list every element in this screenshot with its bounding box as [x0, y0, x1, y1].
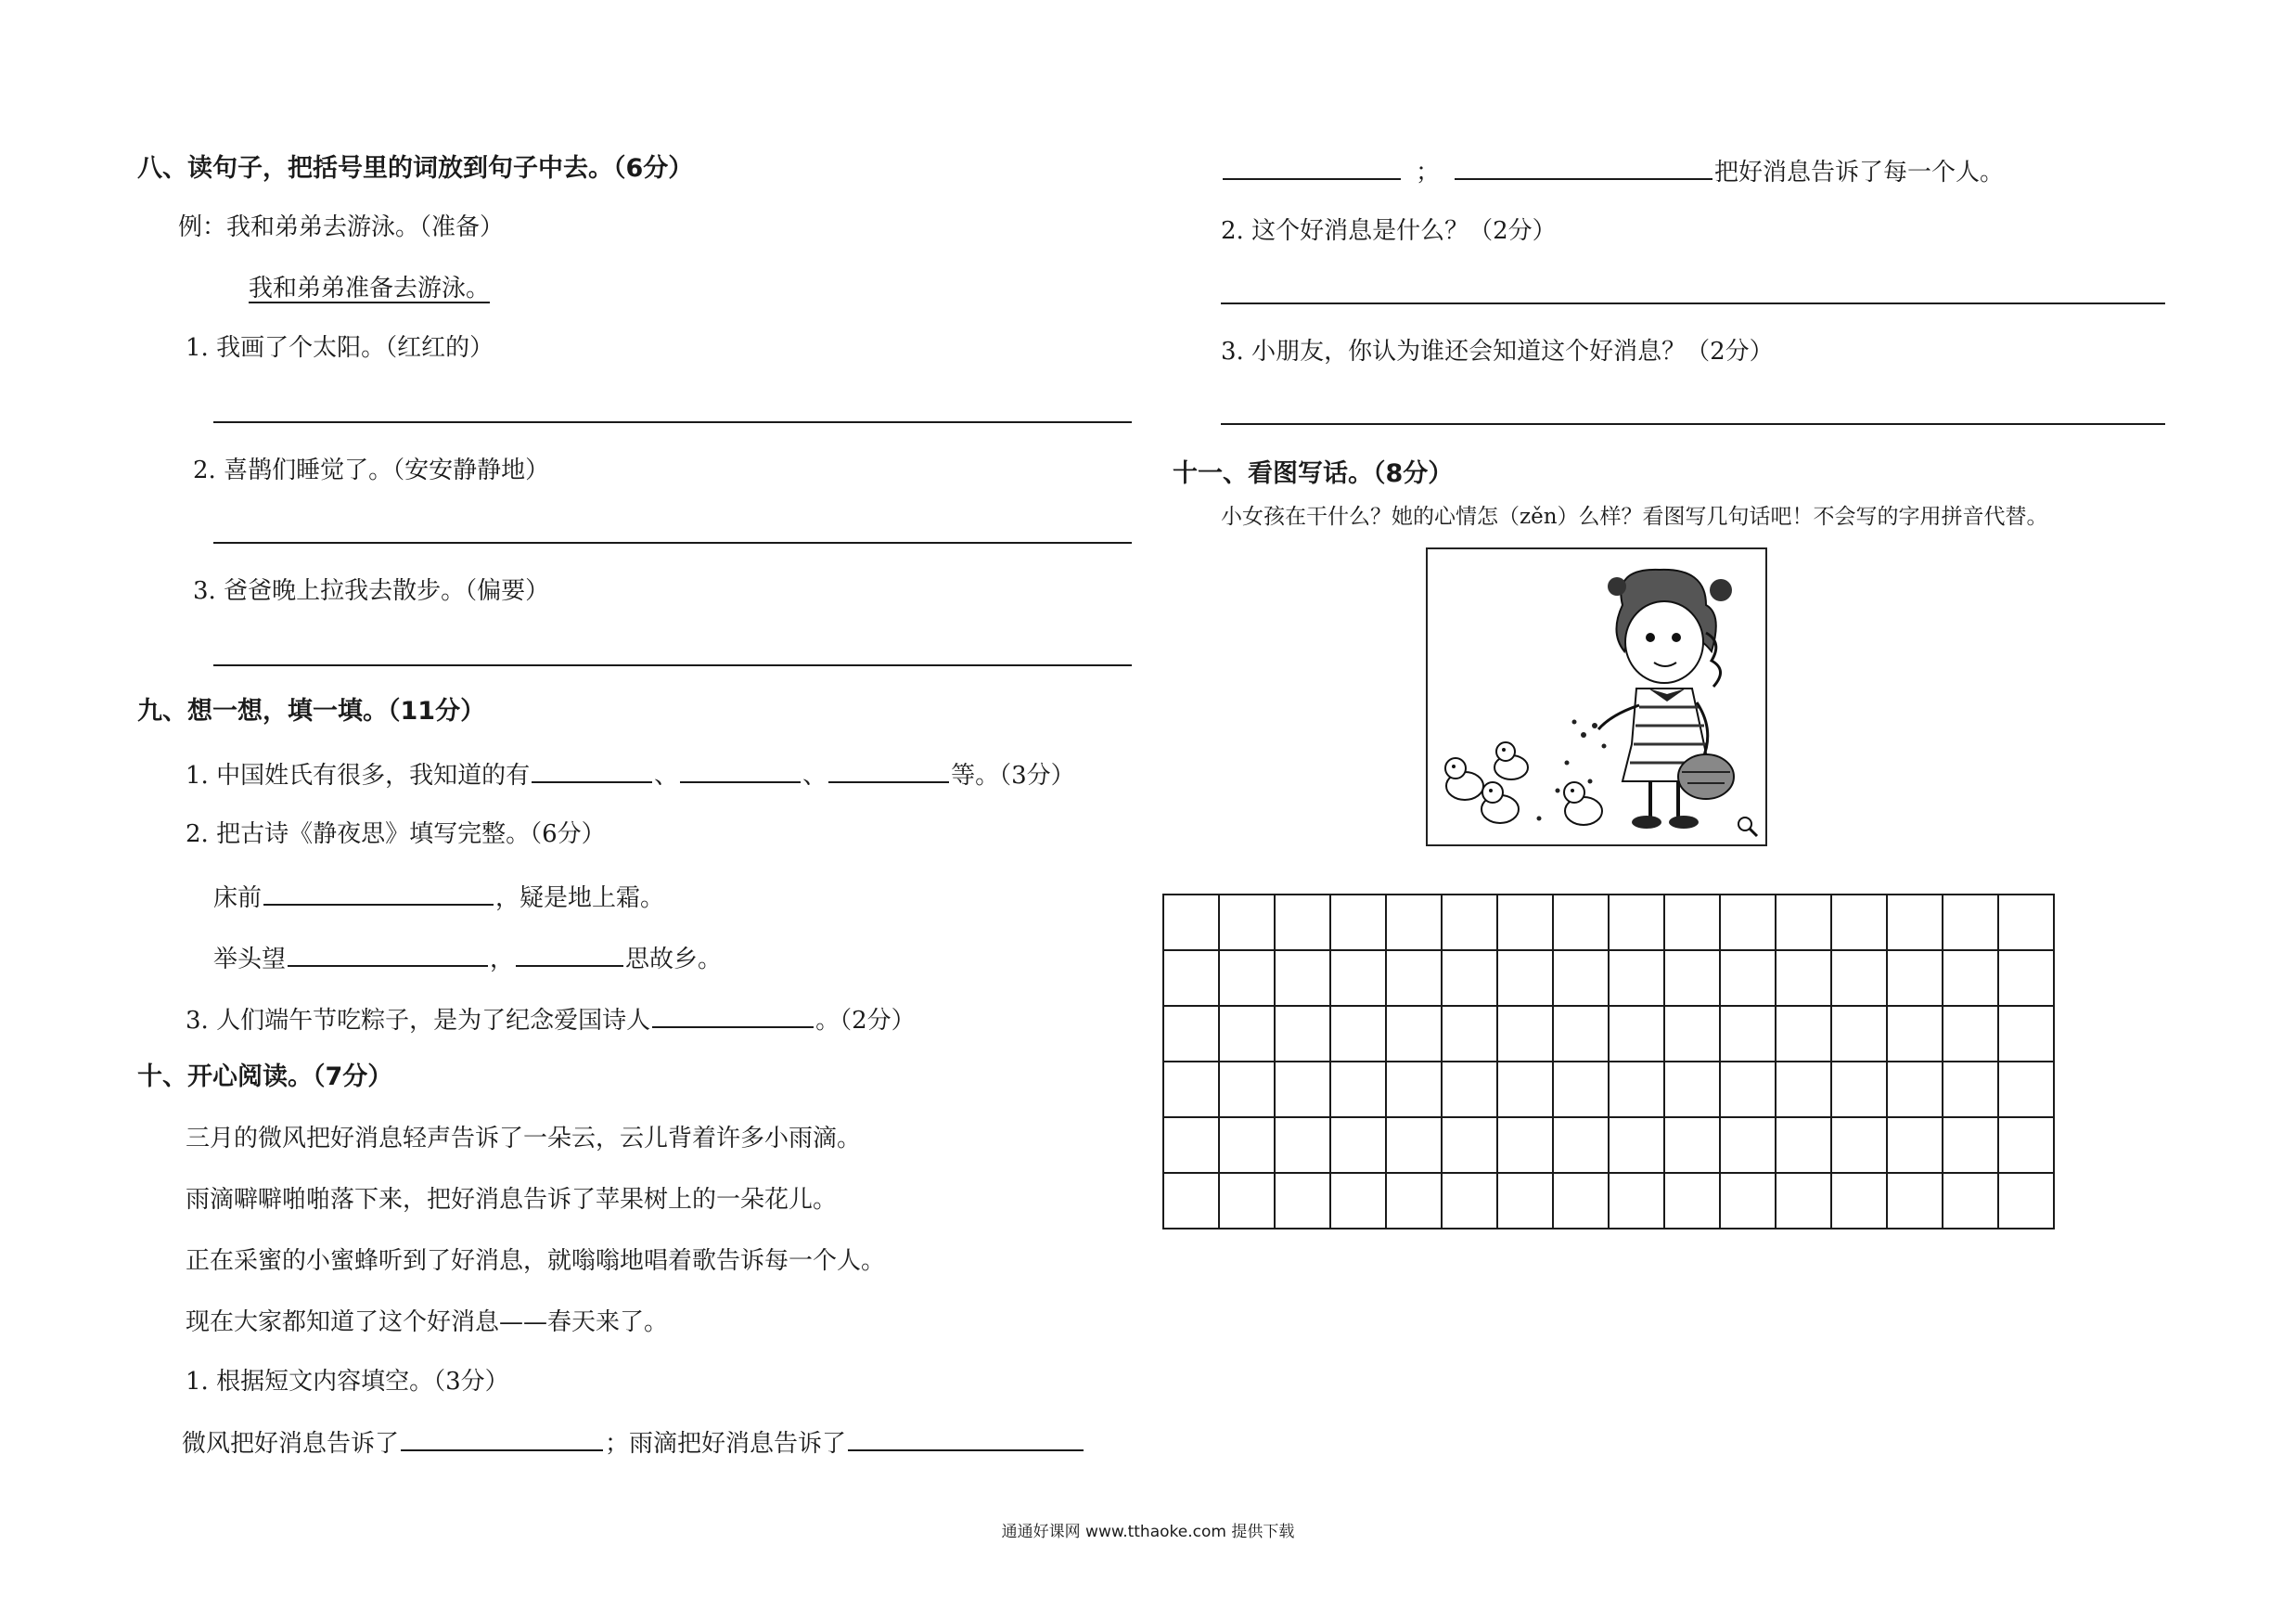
poem2-suffix: 思故乡。 — [625, 946, 723, 973]
grid-cell[interactable] — [1720, 1006, 1776, 1062]
grid-row — [1163, 1062, 2054, 1117]
grid-cell[interactable] — [1219, 895, 1275, 950]
answer-line-10-3[interactable] — [1221, 423, 2165, 425]
grid-cell[interactable] — [1998, 895, 2054, 950]
grid-cell[interactable] — [1998, 1173, 2054, 1229]
poem-line-2 — [213, 941, 722, 975]
grid-cell[interactable] — [1943, 1062, 1998, 1117]
surname-blank-2[interactable] — [680, 757, 801, 783]
reading-paragraph-4: 现在大家都知道了这个好消息——春天来了。 — [186, 1308, 669, 1336]
grid-cell[interactable] — [1887, 895, 1943, 950]
footer-source: 通通好课网 www.tthaoke.com 提供下载 — [1001, 1523, 1295, 1541]
grid-cell[interactable] — [1497, 1006, 1553, 1062]
grid-cell[interactable] — [1887, 950, 1943, 1006]
grid-cell[interactable] — [1609, 1006, 1664, 1062]
cont-suffix: 把好消息告诉了每一个人。 — [1714, 159, 2005, 187]
sec9-question-1 — [186, 757, 1075, 792]
grid-row — [1163, 895, 2054, 950]
girl-feeding-chicks-illustration — [1426, 547, 1767, 846]
poet-blank[interactable] — [652, 1002, 814, 1028]
grid-cell[interactable] — [1553, 1173, 1609, 1229]
grid-cell[interactable] — [1386, 895, 1442, 950]
grid-cell[interactable] — [1330, 950, 1386, 1006]
grid-cell[interactable] — [1219, 1062, 1275, 1117]
reading-paragraph-1: 三月的微风把好消息轻声告诉了一朵云，云儿背着许多小雨滴。 — [186, 1125, 862, 1152]
grid-cell[interactable] — [1163, 1117, 1219, 1173]
grid-cell[interactable] — [1219, 1117, 1275, 1173]
grid-cell[interactable] — [1998, 1062, 2054, 1117]
grid-cell[interactable] — [1998, 1117, 2054, 1173]
grid-cell[interactable] — [1330, 1006, 1386, 1062]
grid-cell[interactable] — [1720, 1062, 1776, 1117]
grid-cell[interactable] — [1553, 895, 1609, 950]
fill-blank-3[interactable] — [1223, 154, 1401, 180]
grid-cell[interactable] — [1553, 1006, 1609, 1062]
grid-cell[interactable] — [1831, 1062, 1887, 1117]
grid-cell[interactable] — [1442, 950, 1497, 1006]
answer-line-8-2[interactable] — [213, 542, 1132, 544]
q1-prefix: 1. 中国姓氏有很多，我知道的有 — [186, 762, 531, 790]
surname-blank-3[interactable] — [828, 757, 949, 783]
grid-cell[interactable] — [1943, 950, 1998, 1006]
poem-blank-3[interactable] — [516, 941, 623, 967]
grid-cell[interactable] — [1442, 1117, 1497, 1173]
grid-cell[interactable] — [1776, 895, 1831, 950]
section-9-title: 九、想一想，填一填。（11分） — [137, 697, 486, 726]
grid-cell[interactable] — [1386, 1062, 1442, 1117]
grid-cell[interactable] — [1275, 895, 1330, 950]
grid-cell[interactable] — [1442, 1173, 1497, 1229]
grid-cell[interactable] — [1219, 1006, 1275, 1062]
example-sentence: 例：我和弟弟去游泳。（准备） — [178, 213, 505, 241]
poem1-suffix: ，疑是地上霜。 — [495, 884, 665, 912]
grid-cell[interactable] — [1442, 1006, 1497, 1062]
sec9-question-3 — [186, 1002, 916, 1036]
sec10-question-1: 1. 根据短文内容填空。（3分） — [186, 1368, 509, 1396]
grid-cell[interactable] — [1163, 895, 1219, 950]
illustration-svg — [1428, 549, 1765, 844]
grid-cell[interactable] — [1275, 950, 1330, 1006]
fill-b: ；雨滴把好消息告诉了 — [605, 1430, 847, 1458]
grid-cell[interactable] — [1497, 895, 1553, 950]
section-8-title: 八、读句子，把括号里的词放到句子中去。（6分） — [137, 154, 694, 183]
grid-cell[interactable] — [1609, 895, 1664, 950]
grid-cell[interactable] — [1386, 1173, 1442, 1229]
grid-cell[interactable] — [1887, 1173, 1943, 1229]
grid-cell[interactable] — [1720, 1173, 1776, 1229]
grid-cell[interactable] — [1609, 1173, 1664, 1229]
fill-blank-4[interactable] — [1455, 154, 1712, 180]
grid-cell[interactable] — [1609, 1062, 1664, 1117]
grid-cell[interactable] — [1831, 1173, 1887, 1229]
grid-cell[interactable] — [1943, 1117, 1998, 1173]
grid-cell[interactable] — [1275, 1006, 1330, 1062]
sec10-question-3: 3. 小朋友，你认为谁还会知道这个好消息？（2分） — [1221, 338, 1774, 366]
grid-cell[interactable] — [1330, 895, 1386, 950]
grid-cell[interactable] — [1664, 950, 1720, 1006]
sec10-question-2: 2. 这个好消息是什么？（2分） — [1221, 217, 1557, 245]
grid-cell[interactable] — [1497, 1117, 1553, 1173]
grid-row — [1163, 1006, 2054, 1062]
grid-cell[interactable] — [1330, 1173, 1386, 1229]
grid-cell[interactable] — [1497, 950, 1553, 1006]
sep-1: 、 — [654, 762, 679, 790]
grid-cell[interactable] — [1831, 895, 1887, 950]
grid-cell[interactable] — [1219, 1173, 1275, 1229]
poem2-prefix: 举头望 — [213, 946, 287, 973]
section-10-title: 十、开心阅读。（7分） — [137, 1062, 393, 1091]
poem1-prefix: 床前 — [213, 884, 263, 912]
writing-grid[interactable] — [1162, 894, 2055, 1229]
grid-cell[interactable] — [1163, 1062, 1219, 1117]
answer-line-8-3[interactable] — [213, 664, 1132, 666]
grid-cell[interactable] — [1887, 1117, 1943, 1173]
grid-cell[interactable] — [1831, 950, 1887, 1006]
fill-blank-1[interactable] — [401, 1425, 603, 1451]
grid-cell[interactable] — [1776, 1117, 1831, 1173]
grid-row — [1163, 1117, 2054, 1173]
cont-sep: ； — [1416, 159, 1441, 187]
grid-cell[interactable] — [1831, 1117, 1887, 1173]
grid-cell[interactable] — [1609, 950, 1664, 1006]
grid-cell[interactable] — [1275, 1117, 1330, 1173]
grid-cell[interactable] — [1664, 1173, 1720, 1229]
sec11-prompt: 小女孩在干什么？她的心情怎（zěn）么样？看图写几句话吧！不会写的字用拼音代替。 — [1221, 505, 2048, 529]
answer-line-10-2[interactable] — [1221, 303, 2165, 304]
section-11-title: 十一、看图写话。（8分） — [1173, 459, 1454, 488]
sec8-question-3: 3. 爸爸晚上拉我去散步。（偏要） — [193, 577, 550, 605]
answer-line-8-1[interactable] — [213, 421, 1132, 423]
sec8-question-1: 1. 我画了个太阳。（红红的） — [186, 334, 494, 362]
grid-cell[interactable] — [1831, 1006, 1887, 1062]
grid-cell[interactable] — [1998, 950, 2054, 1006]
sec8-question-2: 2. 喜鹊们睡觉了。（安安静静地） — [193, 457, 550, 484]
grid-cell[interactable] — [1219, 950, 1275, 1006]
grid-cell[interactable] — [1497, 1173, 1553, 1229]
grid-cell[interactable] — [1386, 1006, 1442, 1062]
sec10-fill-line — [182, 1425, 1085, 1460]
grid-cell[interactable] — [1442, 895, 1497, 950]
grid-cell[interactable] — [1887, 1062, 1943, 1117]
q1-suffix: 等。（3分） — [951, 762, 1075, 790]
grid-cell[interactable] — [1887, 1006, 1943, 1062]
q3-prefix: 3. 人们端午节吃粽子，是为了纪念爱国诗人 — [186, 1007, 651, 1035]
grid-cell[interactable] — [1553, 1062, 1609, 1117]
grid-cell[interactable] — [1664, 1117, 1720, 1173]
sec9-question-2: 2. 把古诗《静夜思》填写完整。（6分） — [186, 820, 606, 848]
grid-cell[interactable] — [1609, 1117, 1664, 1173]
grid-cell[interactable] — [1163, 950, 1219, 1006]
grid-cell[interactable] — [1720, 1117, 1776, 1173]
grid-cell[interactable] — [1163, 1006, 1219, 1062]
reading-paragraph-3: 正在采蜜的小蜜蜂听到了好消息，就嗡嗡地唱着歌告诉每一个人。 — [186, 1247, 886, 1275]
grid-cell[interactable] — [1664, 1062, 1720, 1117]
sep-2: 、 — [802, 762, 827, 790]
grid-row — [1163, 950, 2054, 1006]
grid-cell[interactable] — [1330, 1062, 1386, 1117]
grid-cell[interactable] — [1386, 1117, 1442, 1173]
grid-cell[interactable] — [1720, 950, 1776, 1006]
surname-blank-1[interactable] — [532, 757, 652, 783]
fill-blank-2[interactable] — [848, 1425, 1084, 1451]
poem2-sep: ， — [490, 946, 515, 973]
fill-a: 微风把好消息告诉了 — [182, 1430, 400, 1458]
grid-cell[interactable] — [1497, 1062, 1553, 1117]
poem-blank-1[interactable] — [263, 880, 494, 906]
grid-cell[interactable] — [1720, 895, 1776, 950]
grid-row — [1163, 1173, 2054, 1229]
grid-cell[interactable] — [1943, 1006, 1998, 1062]
grid-cell[interactable] — [1553, 1117, 1609, 1173]
grid-cell[interactable] — [1776, 950, 1831, 1006]
poem-blank-2[interactable] — [288, 941, 488, 967]
grid-cell[interactable] — [1943, 1173, 1998, 1229]
grid-cell[interactable] — [1776, 1006, 1831, 1062]
grid-cell[interactable] — [1553, 950, 1609, 1006]
grid-cell[interactable] — [1442, 1062, 1497, 1117]
grid-cell[interactable] — [1163, 1173, 1219, 1229]
grid-cell[interactable] — [1943, 895, 1998, 950]
example-answer: 我和弟弟准备去游泳。 — [249, 275, 491, 303]
grid-cell[interactable] — [1664, 1006, 1720, 1062]
q3-suffix: 。（2分） — [815, 1007, 916, 1035]
grid-cell[interactable] — [1275, 1062, 1330, 1117]
grid-cell[interactable] — [1776, 1062, 1831, 1117]
grid-cell[interactable] — [1386, 950, 1442, 1006]
grid-cell[interactable] — [1998, 1006, 2054, 1062]
grid-cell[interactable] — [1776, 1173, 1831, 1229]
grid-cell[interactable] — [1330, 1117, 1386, 1173]
sec10-fill-continuation — [1221, 154, 2004, 188]
reading-paragraph-2: 雨滴噼噼啪啪落下来，把好消息告诉了苹果树上的一朵花儿。 — [186, 1186, 838, 1214]
grid-cell[interactable] — [1275, 1173, 1330, 1229]
poem-line-1 — [213, 880, 664, 914]
grid-cell[interactable] — [1664, 895, 1720, 950]
